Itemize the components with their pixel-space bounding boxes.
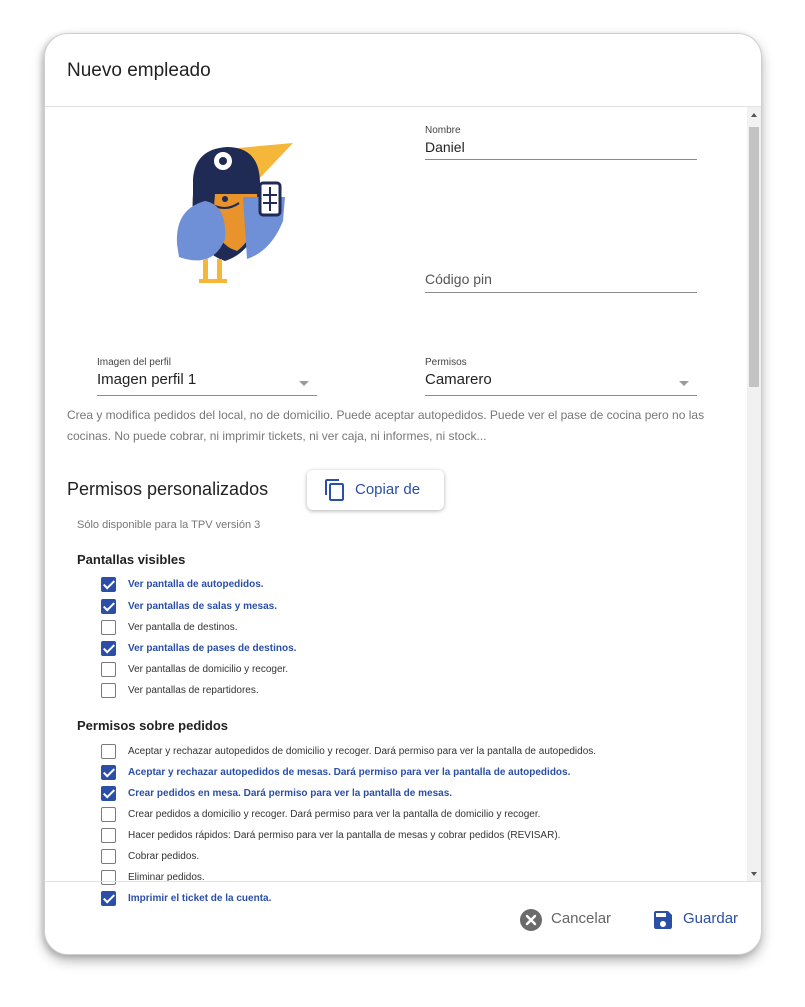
checkbox[interactable] bbox=[101, 599, 116, 614]
checkbox[interactable] bbox=[101, 765, 116, 780]
scrollbar-thumb[interactable] bbox=[749, 127, 759, 387]
permissions-value: Camarero bbox=[425, 371, 492, 388]
permission-label: Ver pantallas de domicilio y recoger. bbox=[128, 664, 289, 675]
dialog-header bbox=[45, 34, 761, 107]
permissions-label: Permisos bbox=[425, 357, 467, 368]
pin-underline bbox=[425, 292, 697, 293]
pin-field[interactable] bbox=[425, 257, 697, 293]
permission-label: Ver pantalla de destinos. bbox=[128, 622, 238, 633]
name-underline bbox=[425, 159, 697, 160]
save-button[interactable] bbox=[651, 908, 751, 932]
copy-icon bbox=[323, 478, 347, 502]
checkbox[interactable] bbox=[101, 683, 116, 698]
permission-label: Aceptar y rechazar autopedidos de domicilio y recoger. Dará permiso para ver la pantalla de autopedidos. bbox=[128, 746, 597, 757]
copy-from-button[interactable] bbox=[307, 470, 444, 510]
permission-label: Aceptar y rechazar autopedidos de mesas. Dará permiso para ver la pantalla de autopedidos. bbox=[128, 767, 571, 778]
checkbox[interactable] bbox=[101, 744, 116, 759]
permission-label: Ver pantallas de salas y mesas. bbox=[128, 601, 277, 612]
permissions-select[interactable] bbox=[425, 357, 697, 396]
pin-placeholder: Código pin bbox=[425, 271, 492, 287]
profile-image-select[interactable] bbox=[97, 357, 317, 396]
scroll-down-arrow-icon[interactable] bbox=[751, 872, 757, 876]
permission-label: Crear pedidos en mesa. Dará permiso para ver la pantalla de mesas. bbox=[128, 788, 453, 799]
permission-label: Hacer pedidos rápidos: Dará permiso para ver la pantalla de mesas y cobrar pedidos (REVISAR). bbox=[128, 830, 561, 841]
role-description: Crea y modifica pedidos del local, no de domicilio. Puede aceptar autopedidos. Puede ver el pase de cocina pero no las cocinas. No puede cobrar, ni imprimir tickets, ni ver caja, ni informes, ni stock... bbox=[67, 408, 705, 443]
checkbox[interactable] bbox=[101, 641, 116, 656]
version-note: Sólo disponible para la TPV versión 3 bbox=[77, 519, 261, 531]
copy-from-label: Copiar de bbox=[355, 481, 421, 498]
checkbox[interactable] bbox=[101, 620, 116, 635]
checkbox[interactable] bbox=[101, 849, 116, 864]
dialog-footer bbox=[45, 881, 761, 955]
close-circle-icon bbox=[519, 908, 543, 932]
name-label: Nombre bbox=[425, 125, 461, 136]
permission-label: Ver pantallas de pases de destinos. bbox=[128, 643, 297, 654]
chevron-down-icon bbox=[679, 381, 689, 386]
floppy-disk-icon bbox=[651, 908, 675, 932]
name-value: Daniel bbox=[425, 139, 465, 155]
save-label: Guardar bbox=[683, 910, 739, 927]
group-title-visible-screens: Pantallas visibles bbox=[77, 552, 186, 567]
custom-permissions-title: Permisos personalizados bbox=[67, 479, 269, 499]
permissions-underline bbox=[425, 395, 697, 396]
profile-image-value: Imagen perfil 1 bbox=[97, 371, 197, 388]
scroll-up-arrow-icon[interactable] bbox=[751, 113, 757, 117]
new-employee-dialog bbox=[44, 33, 762, 955]
permission-label: Cobrar pedidos. bbox=[128, 851, 200, 862]
chevron-down-icon bbox=[299, 381, 309, 386]
cancel-label: Cancelar bbox=[551, 910, 612, 927]
checkbox[interactable] bbox=[101, 662, 116, 677]
vertical-scrollbar[interactable] bbox=[747, 107, 761, 882]
profile-image-underline bbox=[97, 395, 317, 396]
cancel-button[interactable] bbox=[519, 908, 629, 932]
permission-label: Crear pedidos a domicilio y recoger. Dará permiso para ver la pantalla de domicilio y recoger. bbox=[128, 809, 541, 820]
permission-label: Ver pantalla de autopedidos. bbox=[128, 579, 264, 590]
dialog-title: Nuevo empleado bbox=[67, 60, 211, 81]
checkbox[interactable] bbox=[101, 807, 116, 822]
checkbox[interactable] bbox=[101, 828, 116, 843]
bird-avatar-icon bbox=[165, 139, 295, 289]
dialog-content bbox=[45, 107, 761, 904]
checkbox[interactable] bbox=[101, 577, 116, 592]
name-field[interactable] bbox=[425, 125, 697, 160]
permission-label: Imprimir el ticket de la cuenta. bbox=[128, 893, 272, 904]
profile-image-label: Imagen del perfil bbox=[97, 357, 171, 368]
group-title-order-permissions: Permisos sobre pedidos bbox=[77, 718, 228, 733]
checkbox[interactable] bbox=[101, 786, 116, 801]
permission-label: Eliminar pedidos. bbox=[128, 872, 205, 883]
permission-label: Ver pantallas de repartidores. bbox=[128, 685, 259, 696]
